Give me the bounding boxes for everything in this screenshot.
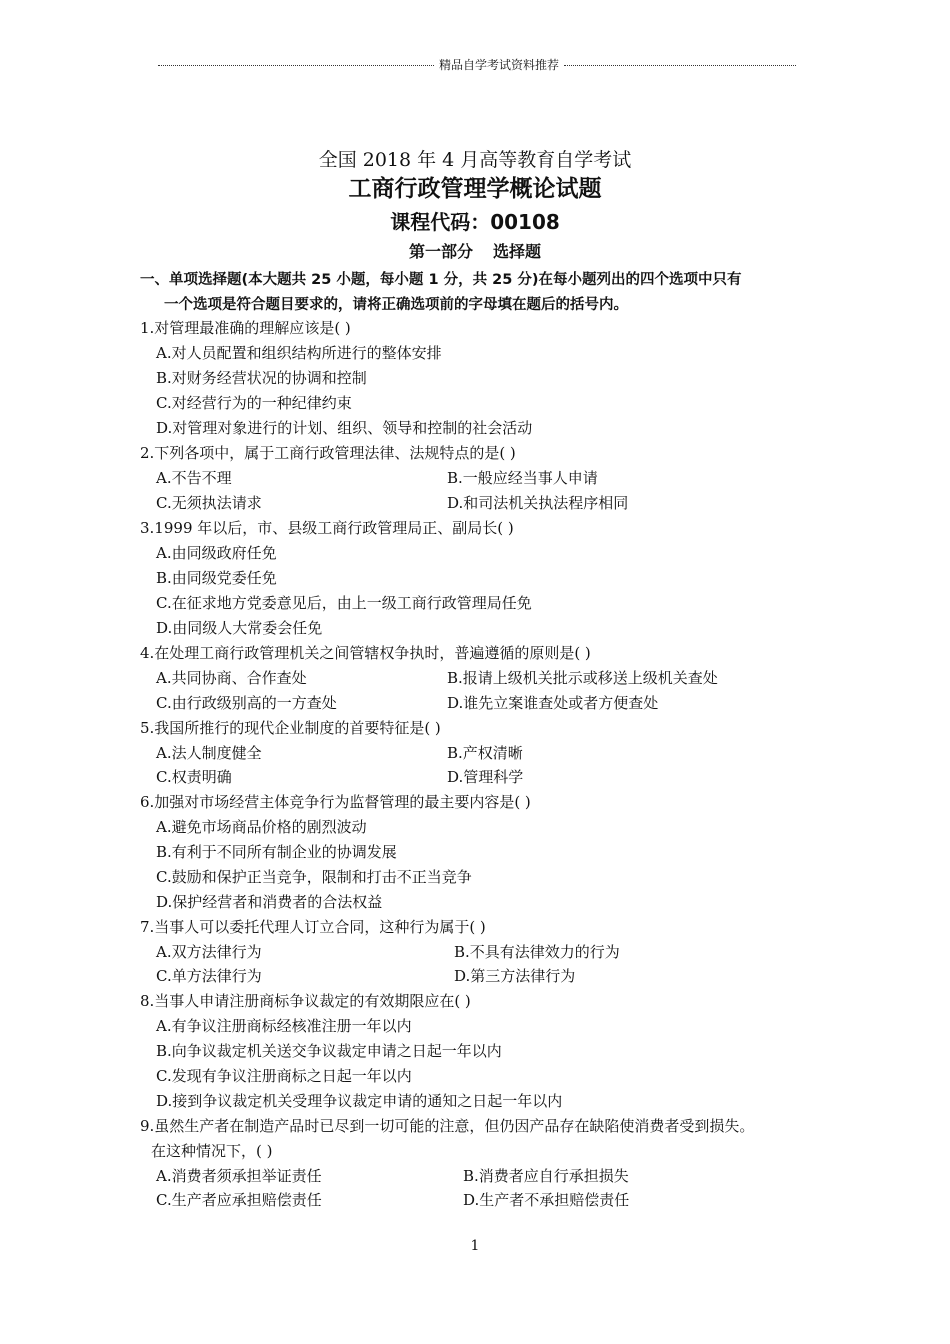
section-line-2: 一个选项是符合题目要求的，请将正确选项前的字母填在题后的括号内。 — [164, 297, 628, 313]
option: A.有争议注册商标经核准注册一年以内 — [156, 1017, 412, 1035]
option: D.接到争议裁定机关受理争议裁定申请的通知之日起一年以内 — [156, 1092, 563, 1110]
option: A.由同级政府任免 — [156, 544, 277, 562]
option: D.保护经营者和消费者的合法权益 — [156, 893, 383, 911]
option: B.向争议裁定机关送交争议裁定申请之日起一年以内 — [156, 1042, 502, 1060]
part-heading — [0, 241, 950, 263]
option: D.谁先立案谁查处或者方便查处 — [447, 694, 659, 712]
option: A.共同协商、合作查处 — [156, 669, 307, 687]
option: C.单方法律行为 — [156, 967, 262, 985]
question-stem: 6.加强对市场经营主体竞争行为监督管理的最主要内容是( ) — [140, 793, 531, 811]
option: B.不具有法律效力的行为 — [454, 943, 620, 961]
option: B.一般应经当事人申请 — [447, 469, 598, 487]
option: A.避免市场商品价格的剧烈波动 — [156, 818, 367, 836]
question-stem: 9.虽然生产者在制造产品时已尽到一切可能的注意，但仍因产品存在缺陷使消费者受到损失。 — [140, 1117, 755, 1135]
option: C.在征求地方党委意见后，由上一级工商行政管理局任免 — [156, 594, 532, 612]
question-stem: 7.当事人可以委托代理人订立合同，这种行为属于( ) — [140, 918, 486, 936]
question-stem: 1.对管理最准确的理解应该是( ) — [140, 319, 351, 337]
option: B.对财务经营状况的协调和控制 — [156, 369, 367, 387]
page-header — [158, 58, 796, 72]
option: A.法人制度健全 — [156, 744, 262, 762]
question-stem-continued: 在这种情况下，( ) — [151, 1142, 273, 1160]
exam-title: 全国 2018 年 4 月高等教育自学考试 — [318, 149, 632, 171]
header-text: 精品自学考试资料推荐 — [438, 58, 559, 72]
option: D.管理科学 — [447, 768, 524, 786]
option: B.消费者应自行承担损失 — [463, 1167, 629, 1185]
header-rule-right — [564, 65, 796, 66]
option: A.不告不理 — [156, 469, 232, 487]
option: A.对人员配置和组织结构所进行的整体安排 — [156, 344, 442, 362]
option: D.生产者不承担赔偿责任 — [463, 1191, 630, 1209]
course-code: 课程代码：00108 — [390, 210, 560, 234]
option: A.消费者须承担举证责任 — [156, 1167, 322, 1185]
question-stem: 8.当事人申请注册商标争议裁定的有效期限应在( ) — [140, 992, 471, 1010]
option: C.由行政级别高的一方查处 — [156, 694, 337, 712]
part-type: 选择题 — [493, 242, 542, 261]
option: D.和司法机关执法程序相同 — [447, 494, 629, 512]
option: C.发现有争议注册商标之日起一年以内 — [156, 1067, 412, 1085]
option: B.由同级党委任免 — [156, 569, 277, 587]
option: C.对经营行为的一种纪律约束 — [156, 394, 352, 412]
option: D.第三方法律行为 — [454, 967, 576, 985]
option: D.由同级人大常委会任免 — [156, 619, 323, 637]
option: B.有利于不同所有制企业的协调发展 — [156, 843, 397, 861]
section-line-1: 一、单项选择题(本大题共 25 小题，每小题 1 分，共 25 分)在每小题列出的四个选项中只有 — [140, 272, 742, 288]
option: D.对管理对象进行的计划、组织、领导和控制的社会活动 — [156, 419, 533, 437]
option: C.鼓励和保护正当竞争，限制和打击不正当竞争 — [156, 868, 472, 886]
option: C.无须执法请求 — [156, 494, 262, 512]
option: C.生产者应承担赔偿责任 — [156, 1191, 322, 1209]
question-stem: 3.1999 年以后，市、县级工商行政管理局正、副局长( ) — [140, 519, 514, 537]
header-rule-left — [158, 65, 434, 66]
question-stem: 4.在处理工商行政管理机关之间管辖权争执时，普遍遵循的原则是( ) — [140, 644, 591, 662]
question-stem: 5.我国所推行的现代企业制度的首要特征是( ) — [140, 719, 441, 737]
part-label: 第一部分 — [408, 242, 473, 261]
option: B.产权清晰 — [447, 744, 523, 762]
option: C.权责明确 — [156, 768, 232, 786]
question-stem: 2.下列各项中，属于工商行政管理法律、法规特点的是( ) — [140, 444, 516, 462]
option: A.双方法律行为 — [156, 943, 262, 961]
option: B.报请上级机关批示或移送上级机关查处 — [447, 669, 718, 687]
page-number: 1 — [470, 1238, 480, 1254]
subject-title: 工商行政管理学概论试题 — [348, 176, 602, 202]
